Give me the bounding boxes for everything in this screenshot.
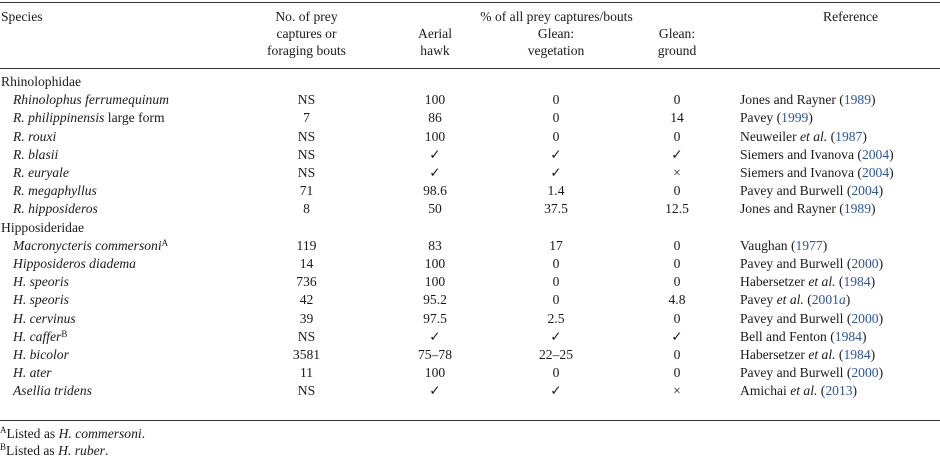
reference — [740, 128, 867, 146]
reference-close: ) — [878, 256, 884, 271]
table-row — [0, 128, 940, 146]
table-row — [0, 273, 940, 291]
reference-authors: Vaughan ( — [740, 237, 796, 253]
aerial-hawk-value: 86 — [428, 110, 442, 126]
species-binomial: H. caffer — [13, 328, 62, 344]
reference — [740, 109, 813, 127]
aerial-hawk-value: 98.6 — [423, 183, 447, 199]
glean-vegetation-value: 0 — [552, 110, 560, 126]
glean-ground-value: 0 — [673, 92, 681, 108]
reference-authors: Pavey and Burwell ( — [740, 310, 852, 326]
table-row — [0, 237, 940, 255]
table-row — [0, 328, 940, 346]
reference-year-link[interactable]: 1989 — [843, 201, 871, 217]
prey-count: 119 — [296, 237, 317, 253]
reference — [740, 146, 894, 164]
header-ground-line1: Glean: — [658, 26, 696, 41]
prey-count: NS — [297, 92, 316, 108]
reference-year-link[interactable]: 1984 — [843, 347, 871, 362]
family-row — [0, 73, 940, 91]
footnote-marker: B — [61, 328, 68, 339]
footnote-a-marker: A — [0, 425, 7, 435]
species-binomial: H. speoris — [13, 292, 69, 308]
header-vegetation — [486, 25, 626, 59]
glean-vegetation-value: ✓ — [550, 165, 562, 180]
glean-ground-value: 0 — [673, 310, 681, 326]
prey-count: 8 — [303, 201, 310, 217]
reference-year-link[interactable]: 2001 — [811, 292, 839, 308]
glean-vegetation-value: ✓ — [550, 146, 562, 162]
species-binomial: Macronycteris commersoni — [13, 237, 162, 253]
header-species: Species — [1, 9, 43, 24]
aerial-hawk-value: 95.2 — [423, 292, 447, 308]
reference-paren: ( — [817, 383, 826, 399]
species-name — [13, 182, 97, 200]
glean-vegetation-value: 0 — [552, 365, 560, 381]
glean-vegetation-value: 37.5 — [544, 201, 568, 217]
reference-close: ) — [870, 274, 876, 290]
table-row — [0, 109, 940, 127]
glean-ground-value: 14 — [670, 110, 684, 126]
reference-year-link[interactable]: 1984 — [843, 274, 871, 290]
reference-year-link[interactable]: 2004 — [861, 146, 890, 162]
reference-year-link[interactable]: 1977 — [795, 237, 823, 253]
prey-count: NS — [297, 383, 316, 399]
glean-ground-value: 0 — [673, 347, 681, 362]
glean-ground-value: ✓ — [671, 146, 683, 162]
reference-close: ) — [871, 201, 876, 217]
species-name — [13, 291, 69, 309]
species-name — [13, 91, 169, 109]
glean-vegetation-value: 0 — [552, 292, 560, 308]
prey-count: 7 — [303, 110, 310, 126]
reference — [740, 255, 883, 273]
species-name — [13, 255, 136, 273]
footnote-b-text: Listed as — [6, 443, 59, 458]
family-row — [0, 219, 940, 237]
species-binomial: H. bicolor — [13, 347, 69, 362]
reference-paren: ( — [835, 347, 844, 362]
prey-count: 736 — [296, 274, 317, 290]
glean-ground-value: 0 — [673, 183, 681, 199]
footnote-a-text: Listed as — [6, 426, 59, 441]
table-row — [0, 91, 940, 109]
reference-year-link[interactable]: 1987 — [835, 128, 863, 144]
species-binomial: H. ater — [13, 365, 52, 381]
reference-paren: ( — [803, 292, 812, 308]
header-prey-line3: foraging bouts — [267, 43, 346, 58]
glean-ground-value: ✓ — [671, 328, 683, 344]
glean-vegetation-value: 0 — [552, 256, 560, 271]
glean-ground-value: 0 — [673, 256, 681, 271]
table-row — [0, 255, 940, 273]
species-binomial: R. philippinensis — [13, 110, 105, 126]
reference-et-al: et al. — [800, 128, 828, 144]
header-vegetation-line2: vegetation — [527, 43, 585, 58]
reference-close: ) — [889, 146, 894, 162]
reference — [740, 291, 850, 309]
species-name — [13, 146, 58, 164]
reference-close: ) — [845, 292, 851, 308]
footnote-b-taxon: H. ruber — [58, 443, 105, 458]
reference-et-al: et al. — [776, 292, 804, 308]
reference-paren: ( — [835, 274, 844, 290]
reference-et-al: et al. — [790, 383, 818, 399]
reference — [740, 273, 875, 291]
reference-authors: Pavey and Burwell ( — [740, 365, 852, 381]
species-name — [13, 109, 165, 127]
table-row — [0, 382, 940, 400]
header-prey-line1: No. of prey — [275, 9, 338, 24]
reference — [740, 164, 894, 182]
reference-year-link[interactable]: 1984 — [834, 328, 862, 344]
reference — [740, 364, 883, 382]
reference-year-suffix[interactable]: a — [838, 292, 846, 308]
footnote-b — [0, 442, 108, 459]
table-row — [0, 364, 940, 382]
glean-vegetation-value: 0 — [552, 274, 560, 290]
reference-close: ) — [852, 383, 858, 399]
glean-vegetation-value: 22–25 — [539, 347, 573, 362]
reference-year-link[interactable]: 2004 — [861, 165, 890, 180]
aerial-hawk-value: 100 — [424, 92, 446, 108]
glean-vegetation-value: ✓ — [550, 328, 562, 344]
footnote-b-end: . — [104, 443, 109, 458]
table-row — [0, 200, 940, 218]
aerial-hawk-value: ✓ — [429, 146, 441, 162]
species-binomial: H. cervinus — [13, 310, 76, 326]
header-aerial-line2: hawk — [420, 43, 450, 58]
header-prey — [250, 8, 363, 59]
aerial-hawk-value: 100 — [424, 274, 446, 290]
species-name — [13, 364, 52, 382]
reference-close: ) — [878, 310, 884, 326]
reference-close: ) — [862, 128, 867, 144]
species-binomial: R. euryale — [13, 165, 69, 180]
species-binomial: R. rouxi — [13, 128, 57, 144]
reference-close: ) — [822, 237, 828, 253]
aerial-hawk-value: 100 — [424, 256, 446, 271]
aerial-hawk-value: 97.5 — [423, 310, 447, 326]
species-name — [13, 273, 69, 291]
reference-authors: Siemers and Ivanova ( — [740, 165, 862, 180]
reference-authors: Amichai — [740, 383, 791, 399]
table-row — [0, 164, 940, 182]
table-bottom-rule — [0, 420, 940, 421]
header-prey-line2: captures or — [276, 26, 337, 41]
table-row — [0, 310, 940, 328]
header-vegetation-line1: Glean: — [537, 26, 575, 41]
glean-ground-value: 0 — [673, 365, 681, 381]
reference-et-al: et al. — [808, 347, 836, 362]
reference-authors: Jones and Rayner ( — [740, 92, 844, 108]
aerial-hawk-value: 75–78 — [418, 347, 452, 362]
reference-close: ) — [878, 183, 884, 199]
table-top-rule — [0, 2, 940, 3]
reference — [740, 382, 857, 400]
reference-authors: Pavey ( — [740, 110, 782, 126]
species-binomial: R. megaphyllus — [13, 183, 97, 199]
reference — [740, 310, 883, 328]
reference-authors: Habersetzer — [740, 274, 809, 290]
reference-authors: Pavey — [740, 292, 777, 308]
glean-ground-value: × — [673, 165, 681, 180]
family-name: Rhinolophidae — [1, 74, 82, 89]
glean-vegetation-value: 0 — [552, 92, 560, 108]
prey-count: 3581 — [292, 347, 321, 362]
reference-year-link[interactable]: 1999 — [781, 110, 809, 126]
header-rule — [0, 68, 940, 69]
reference-authors: Habersetzer — [740, 347, 809, 362]
aerial-hawk-value: 100 — [424, 128, 446, 144]
species-name — [13, 382, 92, 400]
family-name: Hipposideridae — [1, 219, 85, 235]
header-aerial-line1: Aerial — [418, 26, 452, 41]
header-ground-line2: ground — [657, 43, 697, 58]
reference — [740, 328, 866, 346]
species-binomial: Rhinolophus ferrumequinum — [13, 92, 169, 108]
header-ground — [626, 25, 728, 59]
prey-count: NS — [297, 146, 316, 162]
header-reference: Reference — [823, 9, 879, 24]
reference — [740, 237, 827, 255]
reference-year-link[interactable]: 2000 — [851, 365, 879, 381]
reference-authors: Neuweiler — [740, 128, 801, 144]
reference-et-al: et al. — [808, 274, 836, 290]
header-aerial — [385, 25, 485, 59]
species-binomial: H. speoris — [13, 274, 69, 290]
prey-count: 39 — [299, 310, 314, 326]
species-name — [13, 346, 69, 364]
reference-year-link[interactable]: 2000 — [851, 310, 879, 326]
prey-count: NS — [297, 328, 316, 344]
glean-vegetation-value: 17 — [549, 237, 563, 253]
glean-ground-value: 12.5 — [665, 201, 689, 217]
species-binomial: R. hipposideros — [13, 201, 98, 217]
species-qualifier: large form — [104, 110, 165, 126]
reference-year-link[interactable]: 2013 — [825, 383, 853, 399]
prey-count: 71 — [299, 183, 314, 199]
reference-year-link[interactable]: 1989 — [843, 92, 871, 108]
reference-authors: Pavey and Burwell ( — [740, 256, 852, 271]
aerial-hawk-value: ✓ — [429, 328, 441, 344]
species-name — [13, 310, 76, 328]
glean-ground-value: × — [673, 383, 681, 399]
reference-close: ) — [878, 365, 884, 381]
reference-year-link[interactable]: 2004 — [851, 183, 879, 199]
reference-close: ) — [889, 165, 894, 180]
reference-authors: Jones and Rayner ( — [740, 201, 844, 217]
prey-count: 42 — [299, 292, 314, 308]
glean-vegetation-value: 0 — [552, 128, 560, 144]
glean-ground-value: 0 — [673, 128, 681, 144]
glean-vegetation-value: 1.4 — [547, 183, 565, 199]
table-row — [0, 291, 940, 309]
reference-year-link[interactable]: 2000 — [851, 256, 879, 271]
header-span: % of all prey captures/bouts — [480, 9, 633, 24]
species-name — [13, 237, 168, 255]
table-row — [0, 346, 940, 364]
aerial-hawk-value: 83 — [428, 237, 442, 253]
table-row — [0, 146, 940, 164]
glean-vegetation-value: ✓ — [550, 383, 562, 399]
species-name — [13, 200, 98, 218]
glean-ground-value: 4.8 — [668, 292, 686, 308]
prey-count: NS — [297, 128, 316, 144]
glean-ground-value: 0 — [673, 237, 681, 253]
footnote-a-taxon: H. commersoni — [58, 426, 142, 441]
footnote-marker: A — [161, 237, 169, 248]
reference-authors: Pavey and Burwell ( — [740, 183, 852, 199]
reference-authors: Siemers and Ivanova ( — [740, 146, 862, 162]
prey-count: NS — [297, 165, 316, 180]
species-name — [13, 164, 69, 182]
reference — [740, 200, 876, 218]
reference-paren: ( — [827, 128, 836, 144]
reference — [740, 91, 876, 109]
reference-close: ) — [808, 110, 813, 126]
footnote-b-marker: B — [0, 442, 7, 452]
footnote-a — [0, 425, 145, 442]
aerial-hawk-value: ✓ — [429, 165, 441, 180]
glean-ground-value: 0 — [673, 274, 681, 290]
reference — [740, 346, 875, 364]
reference-close: ) — [870, 347, 876, 362]
prey-count: 11 — [299, 365, 314, 381]
species-binomial: R. blasii — [13, 146, 59, 162]
aerial-hawk-value: ✓ — [429, 383, 441, 399]
reference-authors: Bell and Fenton ( — [740, 328, 835, 344]
species-name — [13, 128, 56, 146]
table-row — [0, 182, 940, 200]
footnote-a-end: . — [141, 426, 146, 441]
reference-close: ) — [871, 92, 876, 108]
species-name — [13, 328, 67, 346]
aerial-hawk-value: 100 — [424, 365, 446, 381]
species-binomial: Hipposideros diadema — [13, 256, 136, 271]
glean-vegetation-value: 2.5 — [547, 310, 565, 326]
reference-close: ) — [861, 328, 867, 344]
species-binomial: Asellia tridens — [13, 383, 92, 399]
reference — [740, 182, 883, 200]
aerial-hawk-value: 50 — [428, 201, 442, 217]
prey-count: 14 — [299, 256, 314, 271]
